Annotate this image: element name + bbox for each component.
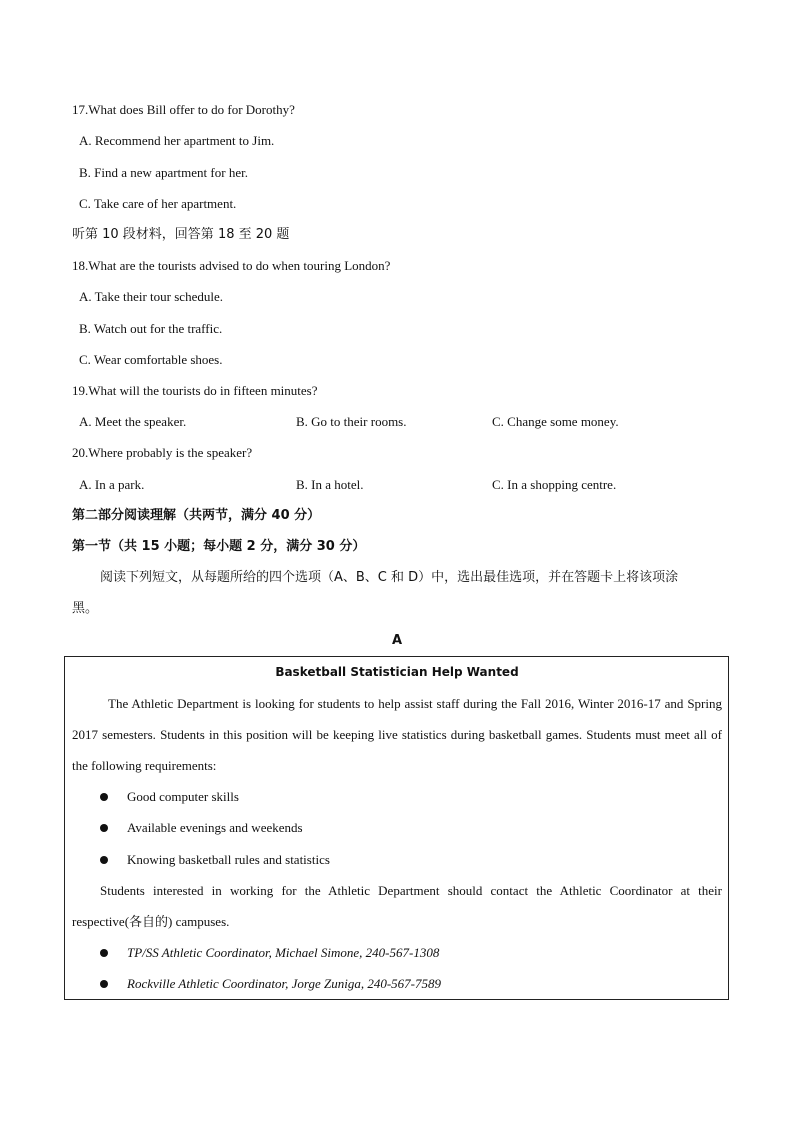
- question-17-option-a: A. Recommend her apartment to Jim.: [79, 133, 275, 148]
- passage-label: A: [391, 633, 403, 648]
- bullet-icon: [100, 980, 108, 988]
- question-19-option-a: A. Meet the speaker.: [79, 414, 187, 429]
- question-18-option-c: C. Wear comfortable shoes.: [79, 352, 223, 367]
- question-19-option-c: C. Change some money.: [492, 414, 619, 429]
- requirement-text: Available evenings and weekends: [127, 820, 303, 835]
- question-20-option-c: C. In a shopping centre.: [492, 477, 617, 492]
- question-19-stem: 19.What will the tourists do in fifteen minutes?: [72, 383, 318, 398]
- question-17-stem: 17.What does Bill offer to do for Dorothy?: [72, 102, 295, 117]
- question-20-stem: 20.Where probably is the speaker?: [72, 445, 253, 460]
- instructions-line2: 黑。: [72, 601, 99, 616]
- question-20-option-b: B. In a hotel.: [296, 477, 364, 492]
- section1-title: 第一节（共 15 小题；每小题 2 分，满分 30 分）: [72, 539, 366, 554]
- question-18-stem: 18.What are the tourists advised to do when touring London?: [72, 258, 391, 273]
- requirement-item: [100, 819, 303, 837]
- requirement-text: Good computer skills: [127, 789, 239, 804]
- question-17-option-c: C. Take care of her apartment.: [79, 196, 237, 211]
- bullet-icon: [100, 856, 108, 864]
- question-19-option-b: B. Go to their rooms.: [296, 414, 407, 429]
- bullet-icon: [100, 824, 108, 832]
- bullet-icon: [100, 949, 108, 957]
- bullet-icon: [100, 793, 108, 801]
- contact-text: Rockville Athletic Coordinator, Jorge Zuniga, 240-567-7589: [127, 976, 442, 991]
- passage-paragraph-2: Students interested in working for the Athletic Department should contact the Athletic Coordinator at their respective(各自的) campuses.: [72, 883, 722, 929]
- requirement-item: [100, 851, 330, 869]
- passage-paragraph-1: The Athletic Department is looking for students to help assist staff during the Fall 2016, Winter 2016-17 and Spring 2017 semesters. Students in this position will be keeping live statistics during basketball games. Students must meet all of the following requirements:: [72, 696, 722, 773]
- requirement-item: [100, 788, 239, 806]
- contact-item: [100, 944, 439, 962]
- section-note-10: 听第 10 段材料，回答第 18 至 20 题: [72, 227, 290, 242]
- contact-item: [100, 975, 441, 993]
- instructions-line1: 阅读下列短文，从每题所给的四个选项（A、B、C 和 D）中，选出最佳选项，并在答题卡上将该项涂: [100, 570, 679, 585]
- passage-title: Basketball Statistician Help Wanted: [275, 665, 519, 679]
- question-17-option-b: B. Find a new apartment for her.: [79, 165, 248, 180]
- question-18-option-a: A. Take their tour schedule.: [79, 289, 223, 304]
- question-18-option-b: B. Watch out for the traffic.: [79, 321, 223, 336]
- requirement-text: Knowing basketball rules and statistics: [127, 852, 330, 867]
- contact-text: TP/SS Athletic Coordinator, Michael Simone, 240-567-1308: [127, 945, 440, 960]
- question-20-option-a: A. In a park.: [79, 477, 145, 492]
- part2-title: 第二部分阅读理解（共两节，满分 40 分）: [72, 508, 321, 523]
